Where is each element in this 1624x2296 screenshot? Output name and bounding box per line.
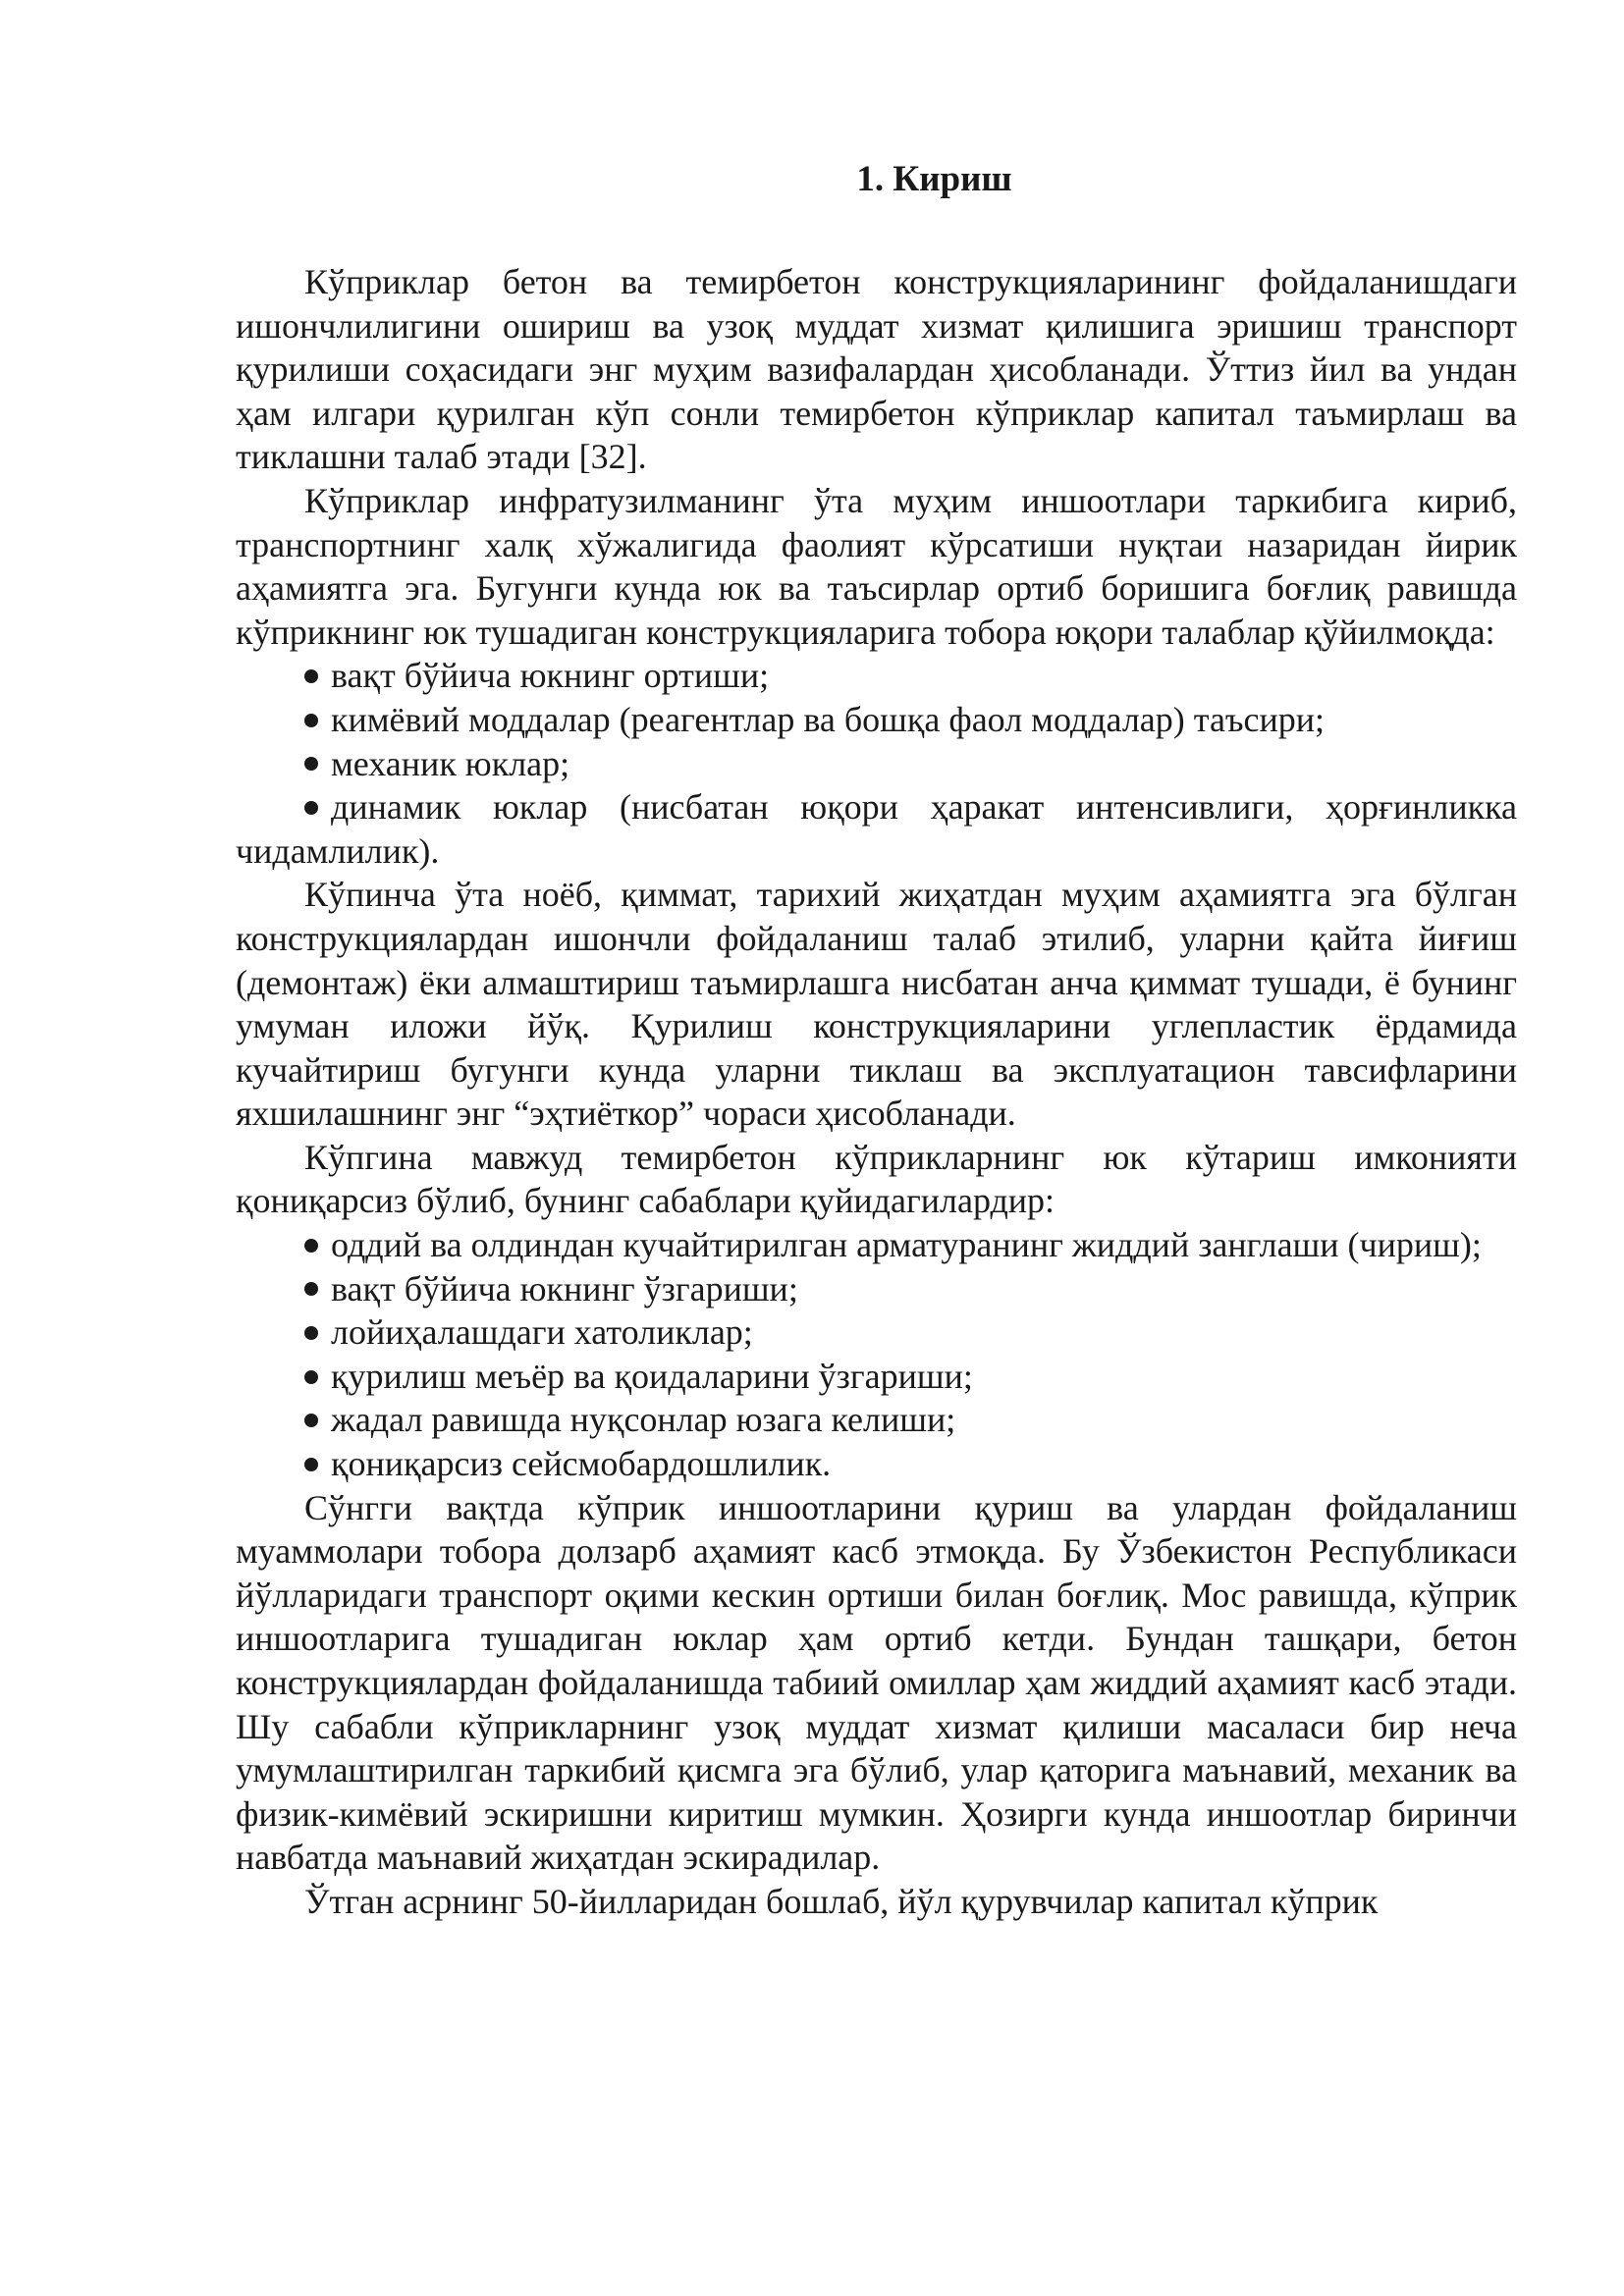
- list-item-text: оддий ва олдиндан кучайтирилган арматуранинг жиддий занглаши (чириш);: [331, 1225, 1482, 1265]
- document-body: [236, 155, 1517, 1924]
- bullet-icon: [304, 1370, 318, 1384]
- bullet-icon: [304, 757, 318, 771]
- bullet-icon: [304, 801, 318, 815]
- paragraph: Сўнгги вақтда кўприк иншоотларини қуриш ва улардан фойдаланиш муаммолари тобора долзарб аҳамият касб этмоқда. Бу Ўзбекистон Республикаси йўлларидаги транспорт оқими кескин ортиши билан боғлиқ. Мос равишда, кўприк иншоотларига тушадиган юклар ҳам ортиб кетди. Бундан ташқари, бетон конструкциялардан фойдаланишда табиий омиллар ҳам жиддий аҳамият касб этади. Шу сабабли кўприкларнинг узоқ муддат хизмат қилиши масаласи бир неча умумлаштирилган таркибий қисмга эга бўлиб, улар қаторига маънавий, механик ва физик-кимёвий эскиришни киритиш мумкин. Ҳозирги кунда иншоотлар биринчи навбатда маънавий жиҳатдан эскирадилар.: [236, 1487, 1517, 1878]
- list-item-text: қониқарсиз сейсмобардошлилик.: [331, 1444, 832, 1484]
- list-item-text: қурилиш меъёр ва қоидаларини ўзгариши;: [331, 1356, 973, 1396]
- list-item: [236, 654, 1517, 698]
- bullet-icon: [304, 669, 318, 683]
- bullet-icon: [304, 1239, 318, 1253]
- list-item: [236, 1267, 1517, 1311]
- list-item-text: динамик юклар (нисбатан юқори ҳаракат интенсивлиги, ҳорғинликка чидамлилик).: [236, 787, 1517, 871]
- list-item-text: вақт бўйича юкнинг ўзгариши;: [331, 1268, 798, 1308]
- list-item: [236, 785, 1517, 873]
- paragraph: Кўпинча ўта ноёб, қиммат, тарихий жиҳатдан муҳим аҳамиятга эга бўлган конструкциялардан ишончли фойдаланиш талаб этилиб, уларни қайта йиғиш (демонтаж) ёки алмаштириш таъмирлашга нисбатан анча қиммат тушади, ё бунинг умуман иложи йўқ. Қурилиш конструкцияларини углепластик ёрдамида кучайтириш бугунги кунда уларни тиклаш ва эксплуатацион тавсифларини яхшилашнинг энг “эҳтиёткор” чораси ҳисобланади.: [236, 875, 1517, 1134]
- list-item: [236, 1223, 1517, 1267]
- list-item: [236, 742, 1517, 786]
- list-item-text: вақт бўйича юкнинг ортиши;: [331, 656, 770, 696]
- bullet-icon: [304, 1282, 318, 1296]
- list-item: [236, 698, 1517, 742]
- paragraph: Кўприклар инфратузилманинг ўта муҳим иншоотлари таркибига кириб, транспортнинг халқ хўжалигида фаолият кўрсатиши нуқтаи назаридан йирик аҳамиятга эга. Бугунги кунда юк ва таъсирлар ортиб боришига боғлиқ равишда кўприкнинг юк тушадиган конструкцияларига тобора юқори талаблар қўйилмоқда:: [236, 480, 1517, 652]
- bullet-icon: [304, 714, 318, 727]
- bullet-icon: [304, 1326, 318, 1340]
- list-item: [236, 1398, 1517, 1442]
- list-item: [236, 1310, 1517, 1355]
- list-item-text: лойиҳалашдаги хатоликлар;: [331, 1312, 753, 1353]
- list-item-text: жадал равишда нуқсонлар юзага келиши;: [331, 1400, 956, 1440]
- list-item-text: кимёвий моддалар (реагентлар ва бошқа фаол моддалар) таъсири;: [331, 699, 1326, 739]
- section-title: 1. Кириш: [856, 159, 1012, 199]
- list-item: [236, 1355, 1517, 1399]
- paragraph: Ўтган асрнинг 50-йилларидан бошлаб, йўл қурувчилар капитал кўприк: [304, 1881, 1379, 1921]
- list-item-text: механик юклар;: [331, 743, 570, 783]
- list-item: [236, 1442, 1517, 1486]
- paragraph: Кўприклар бетон ва темирбетон конструкцияларининг фойдаланишдаги ишончлилигини ошириш ва узоқ муддат хизмат қилишига эришиш транспорт қурилиши соҳасидаги энг муҳим вазифалардан ҳисобланади. Ўттиз йил ва ундан ҳам илгари қурилган кўп сонли темирбетон кўприклар капитал таъмирлаш ва тиклашни талаб этади [32].: [236, 262, 1517, 477]
- bullet-icon: [304, 1414, 318, 1427]
- bullet-icon: [304, 1458, 318, 1471]
- paragraph: Кўпгина мавжуд темирбетон кўприкларнинг юк кўтариш имконияти қониқарсиз бўлиб, бунинг сабаблари қуйидагилардир:: [236, 1137, 1517, 1221]
